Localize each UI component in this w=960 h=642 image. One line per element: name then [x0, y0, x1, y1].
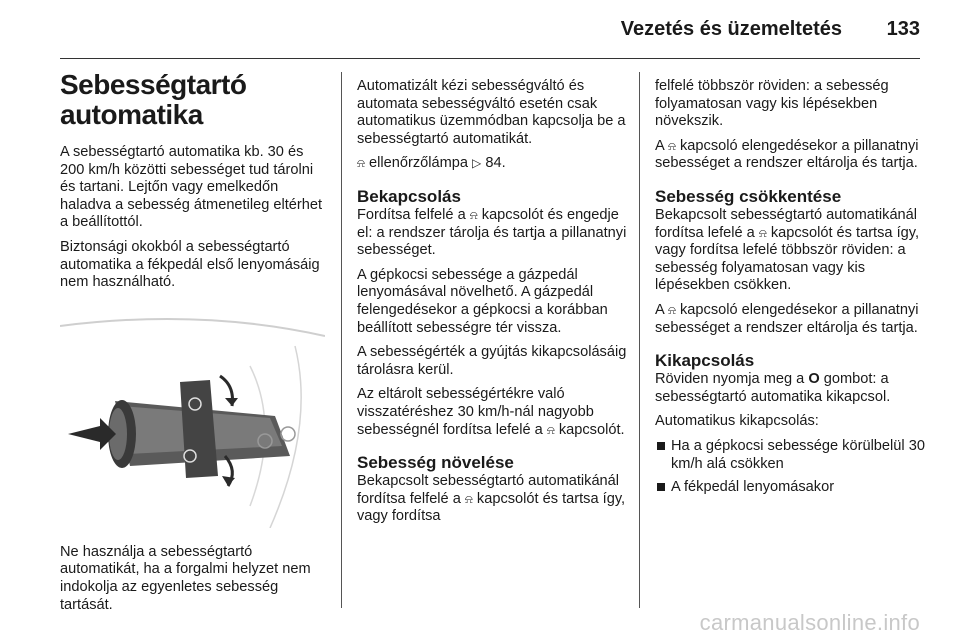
paragraph: A sebességérték a gyújtás kikapcsolásáig tárolásra kerül.: [357, 344, 627, 378]
paragraph: A gépkocsi sebessége a gázpedál lenyomásával növelhető. A gázpedál felengedésekor a gépkocsi a korábban beállított sebességre tér vissza.: [357, 266, 608, 336]
header-rule: [60, 58, 920, 59]
paragraph: Automatikus kikapcsolás:: [655, 413, 819, 430]
paragraph: felfelé többször röviden: a sebesség folyamatosan vagy kis lépésekben növekszik.: [655, 78, 889, 130]
paragraph: A sebességtartó automatika kb. 30 és 200 km/h közötti sebességet tud tárolni és tartani. Lejtőn vagy emelkedőn haladva a sebesség átmenetileg eltérhet a beállítottól.: [60, 144, 323, 231]
paragraph: Bekapcsolt sebességtartó automatikánál fordítsa lefelé a ⍾ kapcsolót és tartsa így, vagy fordítsa lefelé többször röviden: a sebesség folyamatosan vagy kis lépésekben csökken.: [655, 206, 920, 294]
list-item: Ha a gépkocsi sebessége körülbelül 30 km/h alá csökken: [655, 438, 927, 473]
cruise-control-lever-illustration: [60, 306, 325, 528]
cruise-control-icon: ⍾: [667, 138, 676, 153]
list-item: A fékpedál lenyomásakor: [655, 479, 927, 497]
cruise-control-icon: ⍾: [464, 491, 473, 506]
paragraph: Biztonsági okokból a sebességtartó automatika a fékpedál első lenyomásáig nem használható.: [60, 238, 320, 291]
paragraph: A ⍾ kapcsoló elengedésekor a pillanatnyi sebességet a rendszer eltárolja és tartja.: [655, 137, 919, 172]
subheading-increase-speed: Sebesség növelése: [357, 453, 514, 473]
cruise-control-set-icon: ⍾: [667, 302, 676, 317]
column-2: [357, 78, 629, 533]
section-title: Sebességtartó automatika: [60, 69, 247, 130]
cancel-button-symbol: O: [808, 371, 820, 388]
bullet-icon: [657, 483, 665, 491]
paragraph: Fordítsa felfelé a ⍾ kapcsolót és engedje el: a rendszer tárolja és tartja a pillanatnyi sebességet.: [357, 206, 627, 259]
paragraph: Automatizált kézi sebességváltó és automata sebességváltó esetén csak automatikus üzemmódban kapcsolja be a sebességtartó automatikát.: [357, 78, 626, 147]
cruise-control-set-icon: ⍾: [758, 225, 767, 240]
cruise-control-icon: ⍾: [357, 156, 365, 171]
paragraph: Bekapcsolt sebességtartó automatikánál fordítsa felfelé a ⍾ kapcsolót és tartsa így, vagy fordítsa: [357, 473, 626, 525]
page-header: [0, 0, 960, 60]
subheading-activation: Bekapcsolás: [357, 186, 461, 206]
page-reference: 84.: [485, 155, 506, 172]
bullet-icon: [657, 442, 665, 450]
watermark: carmanualsonline.info: [699, 610, 920, 635]
paragraph: A ⍾ kapcsoló elengedésekor a pillanatnyi sebességet a rendszer eltárolja és tartja.: [655, 301, 919, 336]
paragraph: Röviden nyomja meg a O gombot: a sebességtartó automatika kikapcsol.: [655, 371, 891, 405]
paragraph: Ne használja a sebességtartó automatikát, ha a forgalmi helyzet nem indokolja az egyenletes sebesség tartását.: [60, 543, 311, 613]
cruise-control-set-icon: ⍾: [546, 422, 555, 437]
bullet-list: [655, 438, 927, 497]
page-number: 133: [886, 18, 920, 40]
subheading-decrease-speed: Sebesség csökkentése: [655, 186, 842, 206]
column-divider: [639, 72, 640, 608]
cruise-control-icon: ⍾: [469, 207, 478, 222]
column-divider: [341, 72, 342, 608]
column-3: [655, 78, 927, 503]
column-1: [60, 70, 325, 621]
page-reference-arrow-icon: ▷: [472, 156, 482, 171]
subheading-deactivation: Kikapcsolás: [655, 351, 755, 371]
paragraph: ⍾ ellenőrzőlámpa ▷ 84.: [357, 155, 506, 172]
header-title: Vezetés és üzemeltetés: [620, 18, 842, 40]
paragraph: Az eltárolt sebességértékre való visszatéréshez 30 km/h-nál nagyobb sebességnél fordítsa lefelé a ⍾ kapcsolót.: [357, 386, 625, 438]
